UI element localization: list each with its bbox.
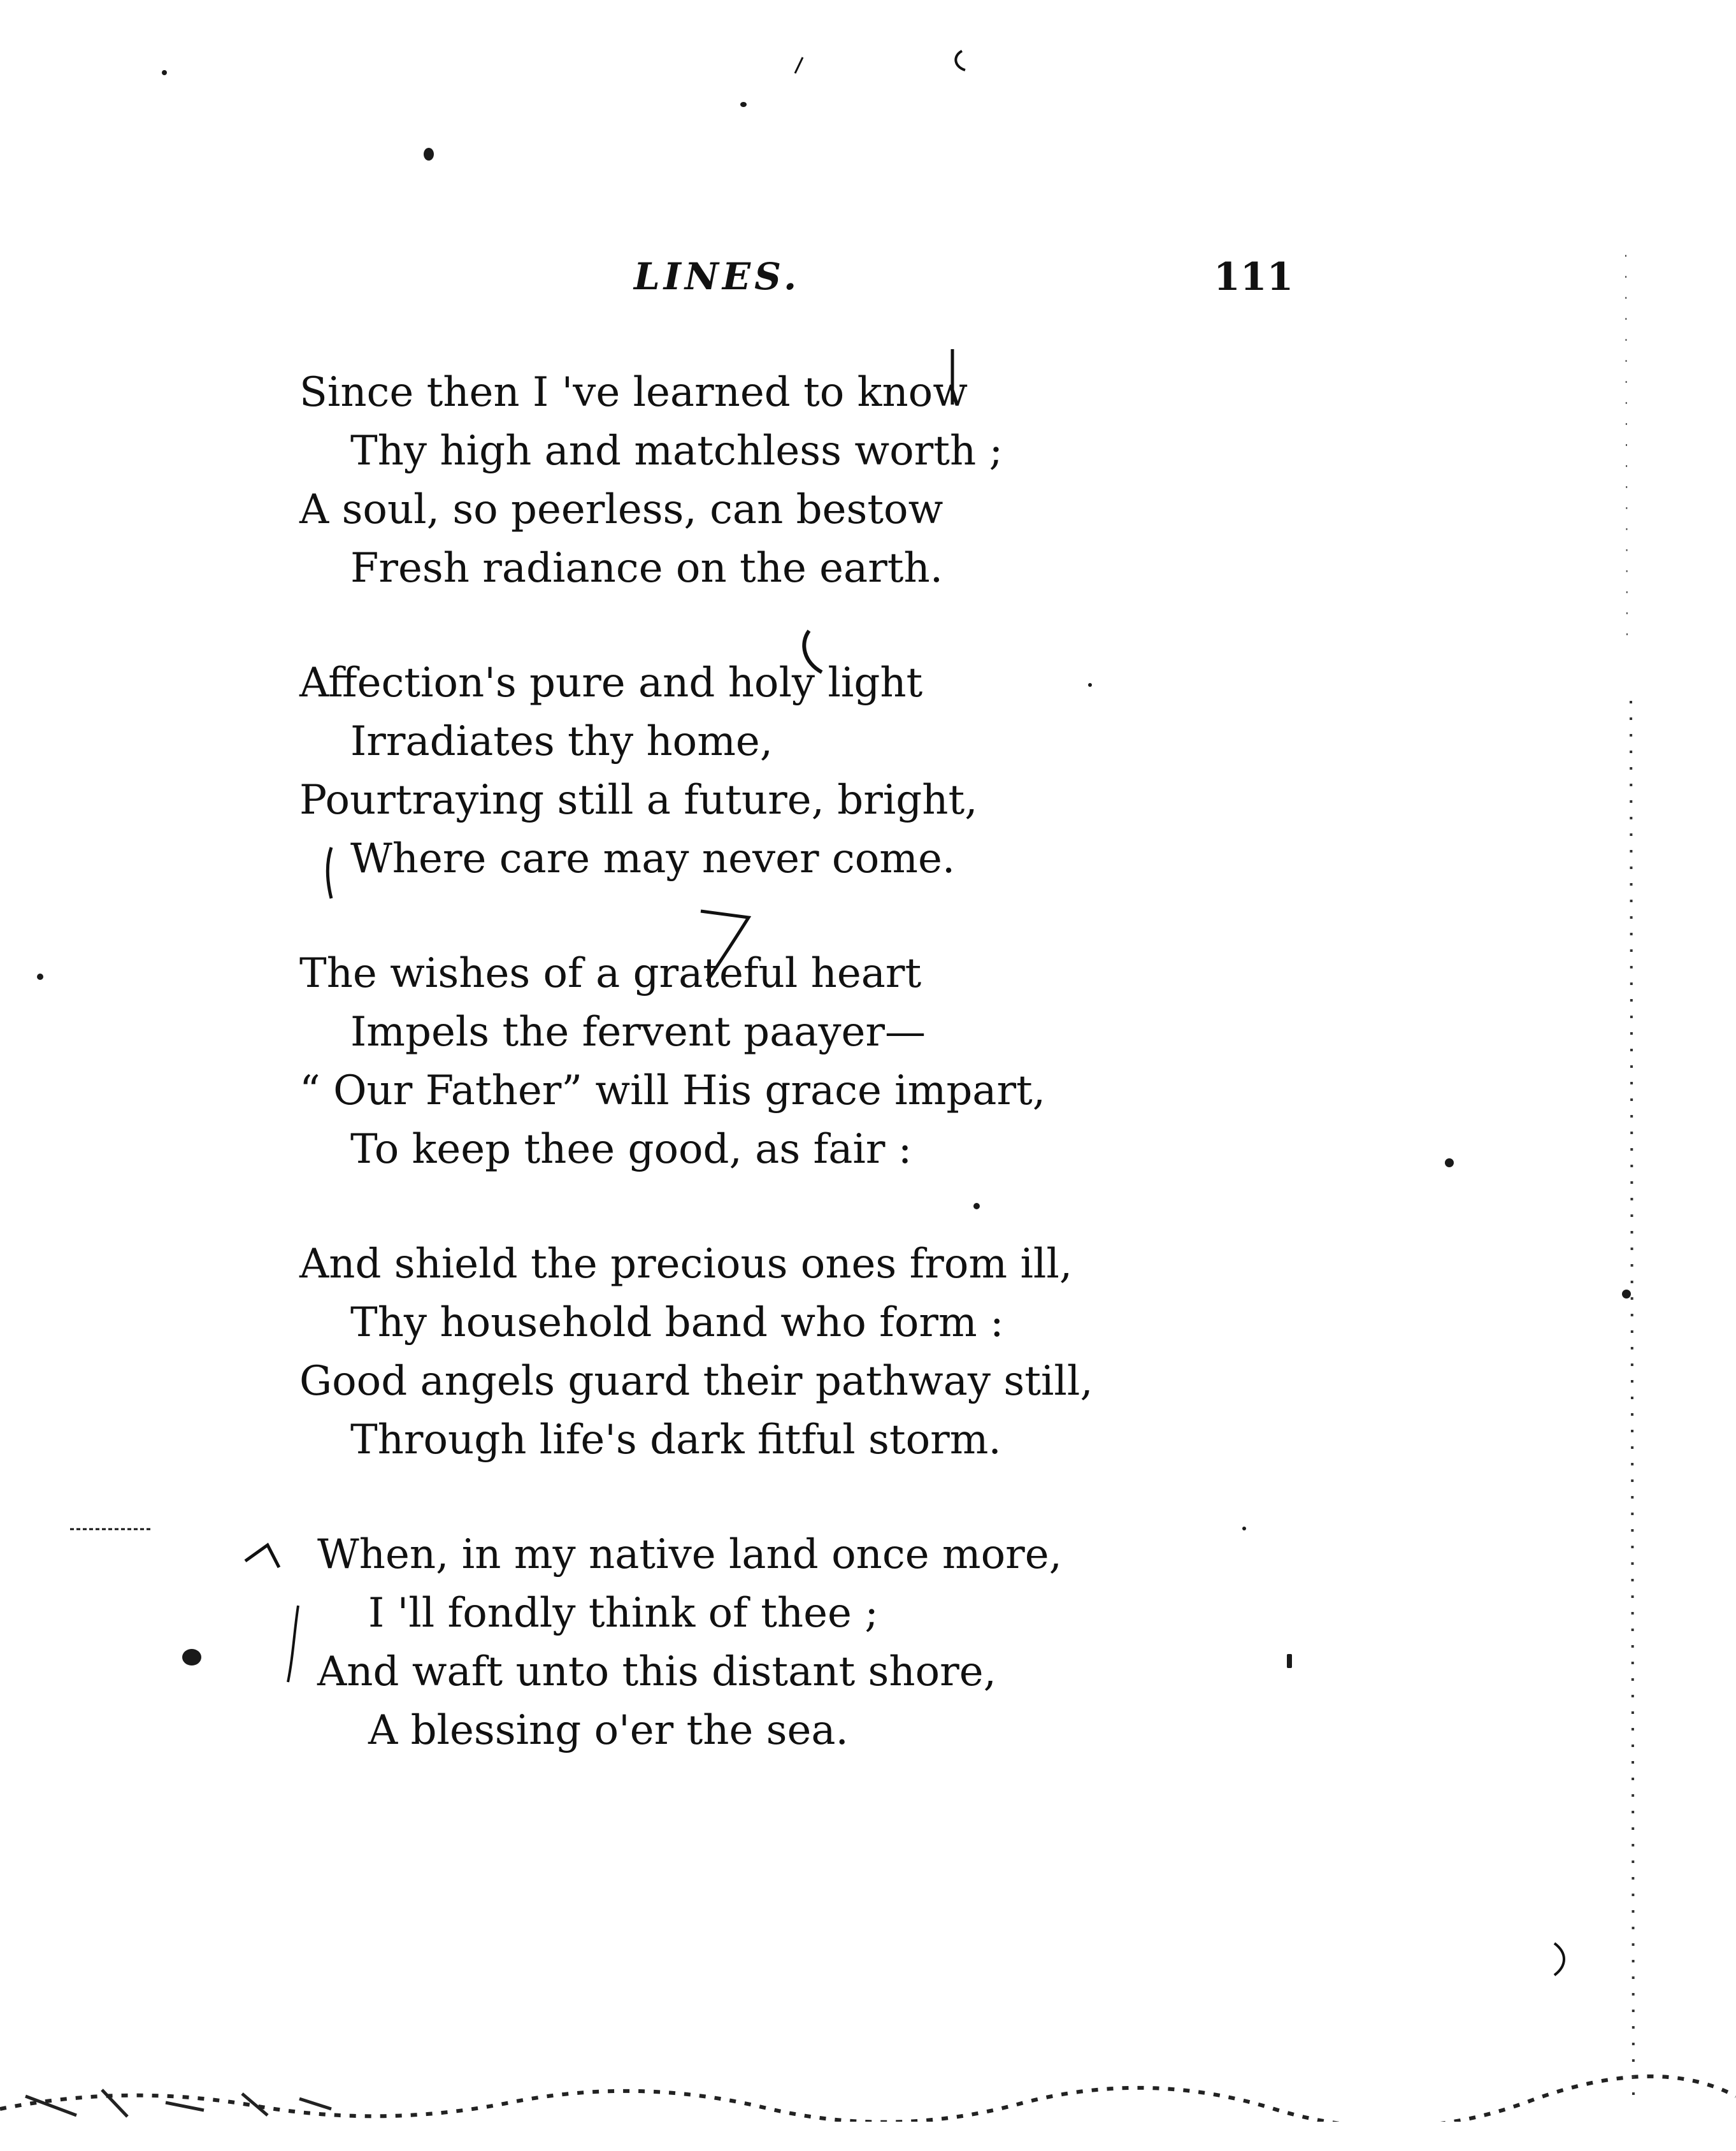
poem-line: Thy household band who form : (350, 1299, 1004, 1346)
pencil-mark (956, 51, 965, 70)
bottom-edge-noise (0, 2071, 1736, 2122)
noise-stroke (25, 2090, 331, 2117)
pencil-mark (327, 847, 331, 898)
poem-line: A soul, so peerless, can bestow (299, 486, 943, 533)
poem-line: Through life's dark fitful storm. (350, 1416, 1001, 1464)
poem-line: When, in my native land once more, (317, 1531, 1062, 1578)
noise-stroke (1631, 701, 1633, 2103)
poem-line: Where care may never come. (350, 835, 956, 882)
poem-line: Pourtraying still a future, bright, (299, 777, 978, 824)
poem-line: Fresh radiance on the earth. (350, 545, 943, 592)
poem-line: A blessing o'er the sea. (368, 1707, 849, 1754)
pencil-mark (288, 1606, 298, 1682)
pencil-mark (701, 911, 749, 981)
noise-stroke (1626, 255, 1627, 637)
pencil-mark (1554, 1943, 1564, 1975)
running-title: LINES. (634, 255, 801, 298)
poem-line: To keep thee good, as fair : (350, 1126, 912, 1173)
poem-line: And waft unto this distant shore, (317, 1648, 996, 1695)
poem-line: Affection's pure and holy light (299, 659, 923, 707)
poem-line: Impels the fervent paayer— (350, 1009, 926, 1056)
poem-line: Good angels guard their pathway still, (299, 1358, 1093, 1405)
pencil-mark (245, 1545, 279, 1567)
pencil-mark (804, 631, 822, 672)
poem-line: “ Our Father” will His grace impart, (299, 1067, 1046, 1114)
poem-line: And shield the precious ones from ill, (299, 1241, 1073, 1288)
right-edge-noise (1618, 0, 1644, 2151)
poem-line: The wishes of a grateful heart (299, 950, 922, 997)
page-number: 111 (1214, 255, 1294, 299)
poem-line: I 'll fondly think of thee ; (368, 1590, 879, 1637)
noise-stroke (0, 2076, 1736, 2122)
pencil-mark (795, 57, 803, 73)
poem-line: Thy high and matchless worth ; (350, 428, 1003, 475)
poem-line: Irradiates thy home, (350, 718, 773, 765)
poem-line: Since then I 've learned to know (299, 369, 968, 416)
